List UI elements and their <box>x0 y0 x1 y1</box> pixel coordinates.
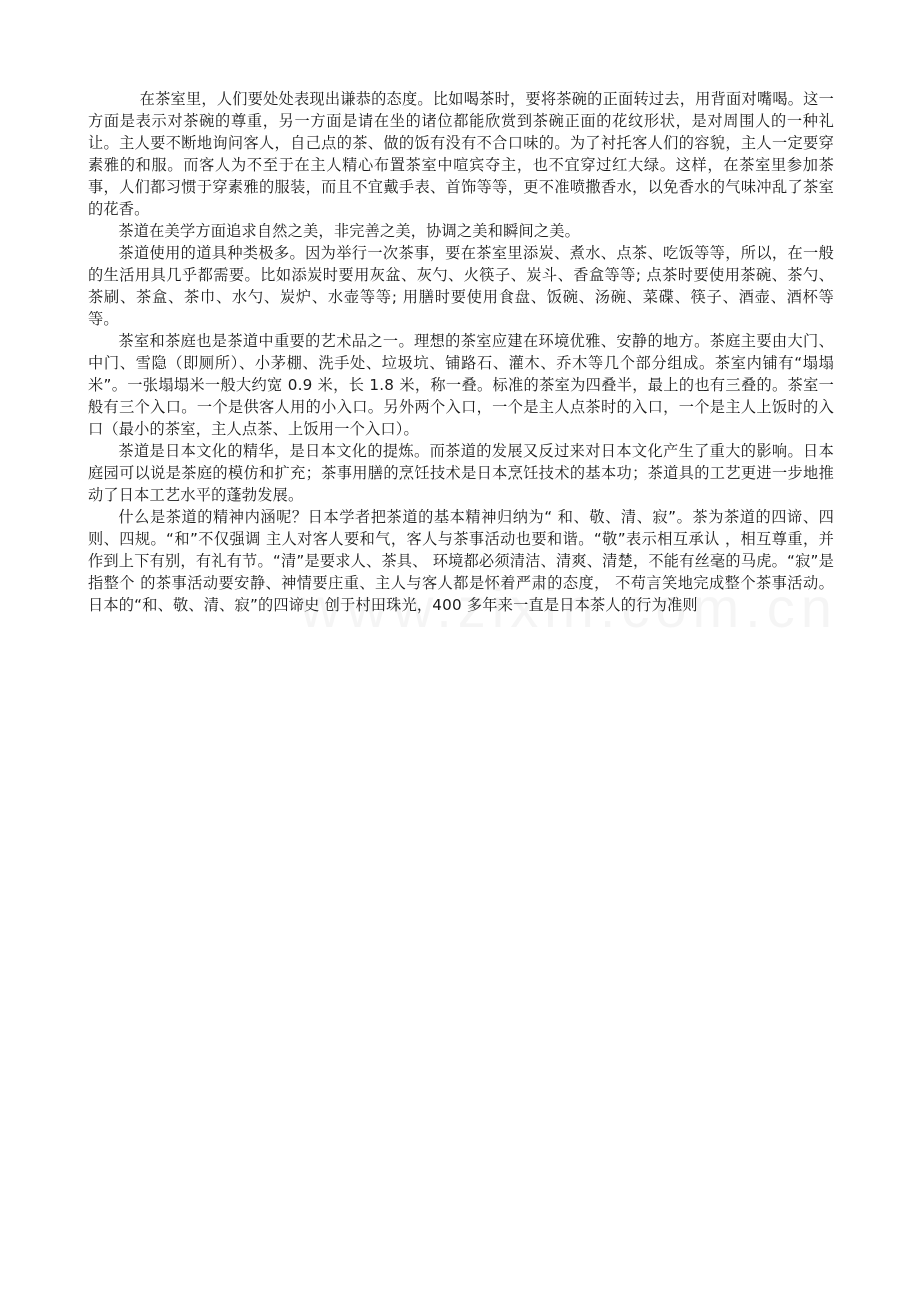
document-page <box>88 88 834 616</box>
paragraph-utensils: 茶道使用的道具种类极多。因为举行一次茶事，要在茶室里添炭、煮水、点茶、吃饭等等，所以，在一般的生活用具几乎都需要。比如添炭时要用灰盆、灰勺、火筷子、炭斗、香盒等等; 点茶时要使用茶碗、茶勺、茶刷、茶盒、茶巾、水勺、炭炉、水壶等等; 用膳时要使用食盘、饭碗、汤碗、菜碟、筷子、酒壶、酒杯等等。 <box>88 244 834 328</box>
paragraph-aesthetics: 茶道在美学方面追求自然之美，非完善之美，协调之美和瞬间之美。 <box>118 222 581 240</box>
paragraph-cultural-influence: 茶道是日本文化的精华，是日本文化的提炼。而茶道的发展又反过来对日本文化产生了重大的影响。日本庭园可以说是茶庭的模仿和扩充；茶事用膳的烹饪技术是日本烹饪技术的基本功；茶道具的工艺更进一步地推动了日本工艺水平的蓬勃发展。 <box>88 442 834 504</box>
paragraph-spirit: 什么是茶道的精神内涵呢？日本学者把茶道的基本精神归纳为“ 和、敬、清、寂”。茶为茶道的四谛、四则、四规。“和”不仅强调 主人对客人要和气，客人与茶事活动也要和谐。“敬”表示相互承认 ，相互尊重，并作到上下有别，有礼有节。“清”是要求人、茶具、 环境都必须清洁、清爽、清楚，不能有丝毫的马虎。“寂”是指整个 的茶事活动要安静、神情要庄重、主人与客人都是怀着严肃的态度， 不苟言笑地完成整个茶事活动。日本的“和、敬、清、寂”的四谛史 创于村田珠光，400 多年来一直是日本茶人的行为准则 <box>88 508 835 614</box>
paragraph-tea-room-garden: 茶室和茶庭也是茶道中重要的艺术品之一。理想的茶室应建在环境优雅、安静的地方。茶庭主要由大门、中门、雪隐（即厕所）、小茅棚、洗手处、垃圾坑、铺路石、灌木、乔木等几个部分组成。茶室内铺有“塌塌米”。一张塌塌米一般大约宽 0.9 米，长 1.8 米，称一叠。标准的茶室为四叠半，最上的也有三叠的。茶室一般有三个入口。一个是供客人用的小入口。另外两个入口，一个是主人点茶时的入口，一个是主人上饭时的入口（最小的茶室，主人点茶、上饭用一个入口）。 <box>88 332 834 438</box>
paragraph-tea-room-etiquette: 在茶室里，人们要处处表现出谦恭的态度。比如喝茶时，要将茶碗的正面转过去，用背面对嘴喝。这一方面是表示对茶碗的尊重，另一方面是请在坐的诸位都能欣赏到茶碗正面的花纹形状，是对周围人的一种礼让。主人要不断地询问客人，自己点的茶、做的饭有没有不合口味的。为了衬托客人们的容貌，主人一定要穿素雅的和服。而客人为不至于在主人精心布置茶室中喧宾夺主，也不宜穿过红大绿。这样，在茶室里参加茶事，人们都习惯于穿素雅的服装，而且不宜戴手表、首饰等等，更不准喷撒香水，以免香水的气味冲乱了茶室的花香。 <box>88 90 834 218</box>
